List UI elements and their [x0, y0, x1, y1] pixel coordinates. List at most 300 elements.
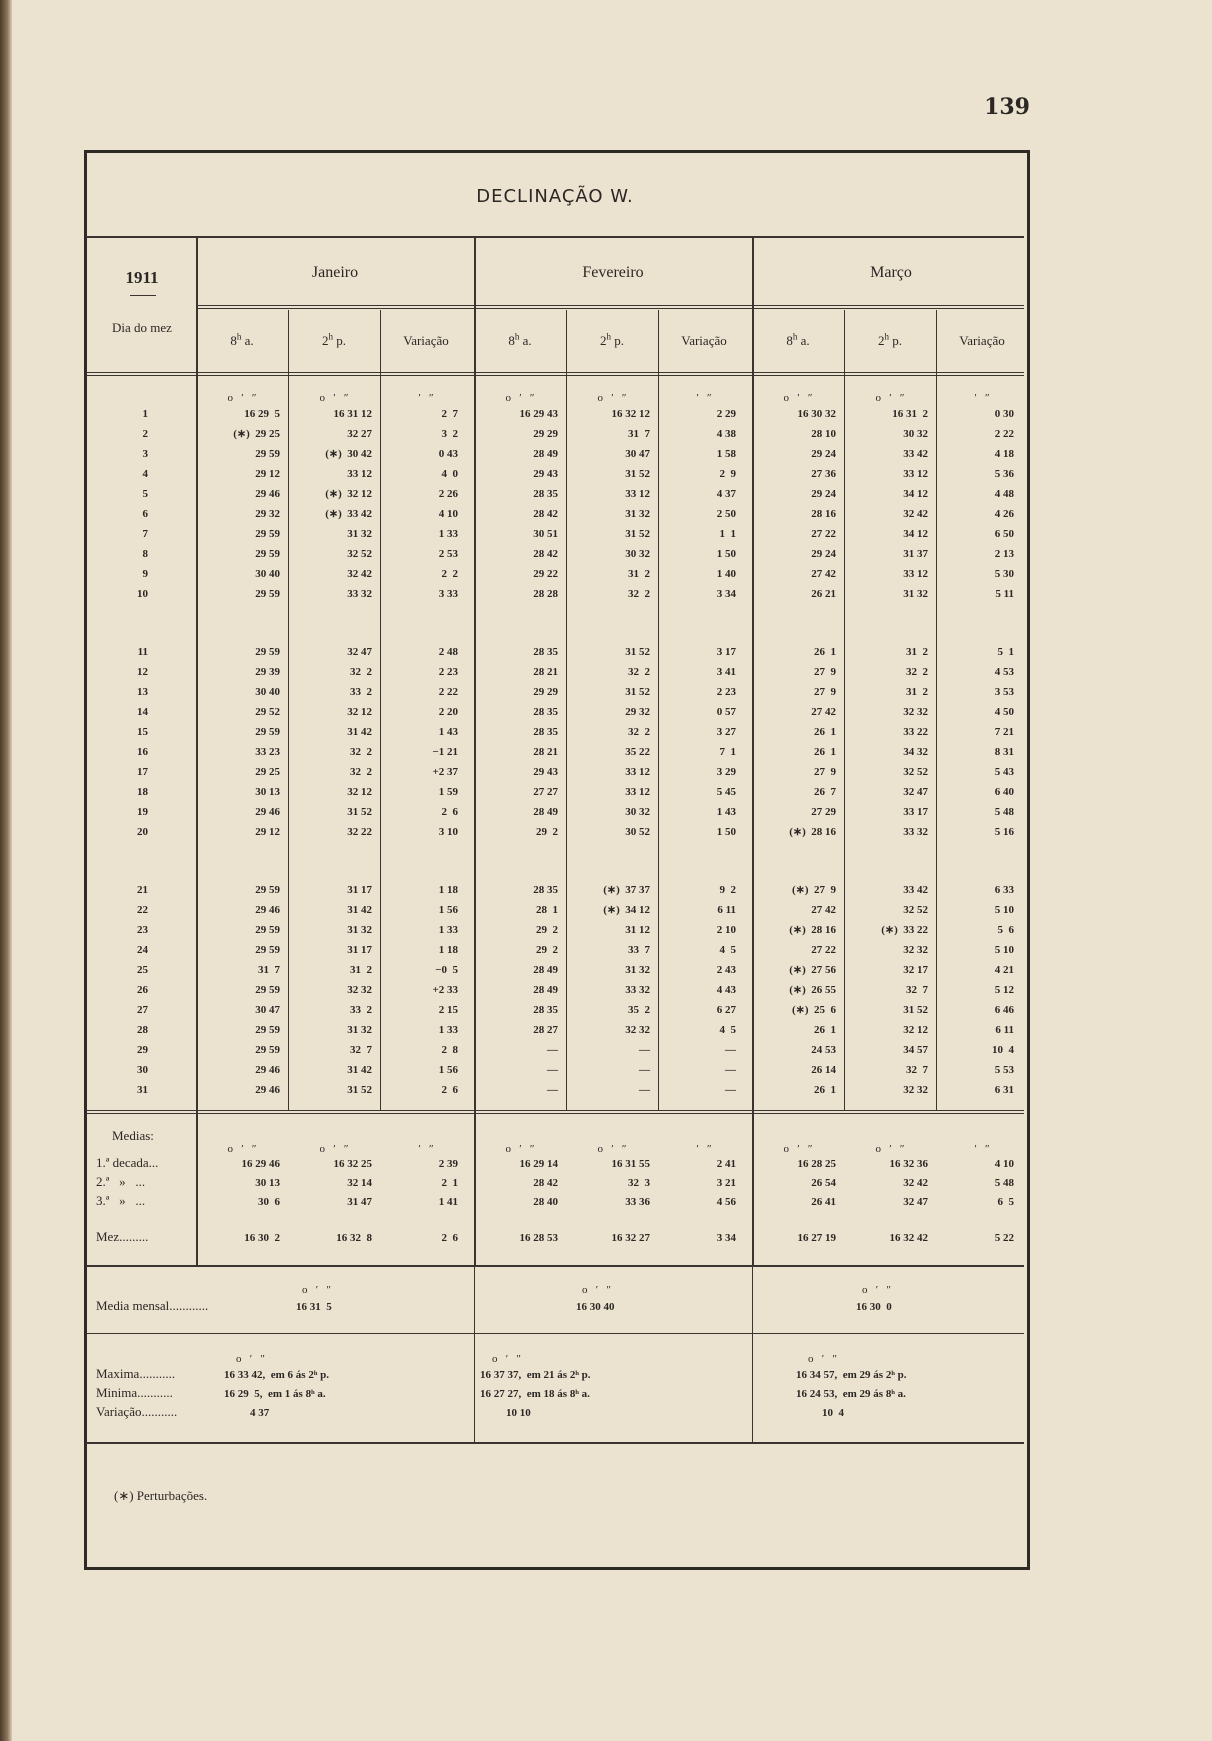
value-2h-p: 30 32 — [625, 806, 650, 818]
value-8h-a: 28 42 — [533, 548, 558, 560]
value-8h-a: 30 13 — [255, 786, 280, 798]
value-8h-a: 29 12 — [255, 468, 280, 480]
extremes-value: 16 27 27, em 18 ás 8ʰ a. — [480, 1388, 590, 1400]
unit-symbols: o ′ ″ — [808, 1353, 837, 1365]
unit-symbols: o ′ ″ — [862, 1284, 891, 1296]
value-variacao: — — [725, 1044, 736, 1056]
unit-symbols: o ′ ″ — [319, 1143, 349, 1155]
mez-value: 16 32 27 — [611, 1232, 650, 1244]
day-number: 27 — [137, 1004, 148, 1016]
value-variacao: 2 6 — [441, 1084, 458, 1096]
value-2h-p: 31 17 — [347, 944, 372, 956]
value-variacao: 3 17 — [716, 646, 736, 658]
medias-value: 32 3 — [628, 1177, 650, 1189]
value-8h-a: 26 7 — [814, 786, 836, 798]
value-8h-a: 16 29 5 — [244, 408, 280, 420]
value-variacao: 2 53 — [438, 548, 458, 560]
day-number: 23 — [137, 924, 148, 936]
value-variacao: 4 53 — [994, 666, 1014, 678]
value-2h-p: 31 52 — [347, 806, 372, 818]
value-variacao: 0 43 — [438, 448, 458, 460]
value-2h-p: 32 2 — [906, 666, 928, 678]
value-variacao: 4 10 — [438, 508, 458, 520]
value-8h-a: 29 46 — [255, 1064, 280, 1076]
unit-symbols: o ′ ″ — [875, 1143, 905, 1155]
value-variacao: 5 10 — [994, 904, 1014, 916]
value-2h-p: 31 32 — [903, 588, 928, 600]
value-8h-a: 28 35 — [533, 646, 558, 658]
unit-symbols: o ′ ″ — [505, 1143, 535, 1155]
extremes-bottom-rule — [86, 1442, 1024, 1444]
value-variacao: 3 2 — [441, 428, 458, 440]
value-8h-a: 29 39 — [255, 666, 280, 678]
medias-row-label: 3.ª » ... — [96, 1193, 146, 1208]
day-number: 12 — [137, 666, 148, 678]
value-8h-a: 26 14 — [811, 1064, 836, 1076]
medias-value: 16 29 14 — [519, 1158, 558, 1170]
value-variacao: 4 43 — [716, 984, 736, 996]
value-2h-p: 32 17 — [903, 964, 928, 976]
year-label: 1911 — [125, 268, 159, 287]
value-variacao: 4 26 — [994, 508, 1014, 520]
value-8h-a: 29 46 — [255, 806, 280, 818]
medias-value: 30 13 — [255, 1177, 280, 1189]
value-8h-a: 26 1 — [814, 646, 836, 658]
value-2h-p: — — [639, 1084, 650, 1096]
value-2h-p: 33 17 — [903, 806, 928, 818]
value-2h-p: 33 32 — [625, 984, 650, 996]
value-8h-a: 26 21 — [811, 588, 836, 600]
value-variacao: 5 1 — [997, 646, 1014, 658]
day-number: 7 — [142, 528, 148, 540]
value-2h-p: 33 12 — [903, 468, 928, 480]
day-number: 19 — [137, 806, 148, 818]
value-8h-a: (∗) 29 25 — [233, 428, 280, 440]
unit-symbols: o ′ ″ — [597, 1143, 627, 1155]
value-8h-a: 29 2 — [536, 826, 558, 838]
value-8h-a: 26 1 — [814, 726, 836, 738]
value-variacao: 3 33 — [438, 588, 458, 600]
value-2h-p: 32 12 — [347, 786, 372, 798]
value-2h-p: 33 7 — [628, 944, 650, 956]
value-8h-a: 27 9 — [814, 666, 836, 678]
value-2h-p: 30 32 — [903, 428, 928, 440]
value-variacao: 4 21 — [994, 964, 1014, 976]
value-variacao: 2 20 — [438, 706, 458, 718]
value-variacao: 5 30 — [994, 568, 1014, 580]
day-number: 16 — [137, 746, 148, 758]
value-2h-p: 31 32 — [347, 1024, 372, 1036]
medias-value: 32 42 — [903, 1177, 928, 1189]
value-variacao: 2 50 — [716, 508, 736, 520]
value-variacao: 3 27 — [716, 726, 736, 738]
value-variacao: 1 56 — [438, 904, 458, 916]
value-variacao: 2 29 — [716, 408, 736, 420]
value-2h-p: 32 47 — [347, 646, 372, 658]
sub-divider-a — [566, 310, 567, 1110]
value-variacao: 2 22 — [438, 686, 458, 698]
value-8h-a: 30 40 — [255, 568, 280, 580]
value-2h-p: 32 32 — [347, 984, 372, 996]
medias-row-label: 1.ª decada... — [96, 1155, 159, 1170]
value-variacao: 1 58 — [716, 448, 736, 460]
day-number: 13 — [137, 686, 148, 698]
value-8h-a: 28 49 — [533, 984, 558, 996]
value-variacao: 2 15 — [438, 1004, 458, 1016]
value-variacao: 4 5 — [719, 944, 736, 956]
value-8h-a: 16 29 43 — [519, 408, 558, 420]
value-8h-a: 29 46 — [255, 904, 280, 916]
day-number: 8 — [142, 548, 148, 560]
value-2h-p: 31 2 — [628, 568, 650, 580]
value-variacao: 1 40 — [716, 568, 736, 580]
day-number: 18 — [137, 786, 148, 798]
value-variacao: 2 22 — [994, 428, 1014, 440]
value-8h-a: 29 59 — [255, 1044, 280, 1056]
day-number: 17 — [137, 766, 148, 778]
day-number: 21 — [137, 884, 148, 896]
value-2h-p: 31 32 — [625, 964, 650, 976]
value-8h-a: 29 59 — [255, 528, 280, 540]
mez-value: 2 6 — [441, 1232, 458, 1244]
value-variacao: 1 18 — [438, 884, 458, 896]
value-2h-p: 31 2 — [906, 646, 928, 658]
value-2h-p: 31 37 — [903, 548, 928, 560]
unit-symbols: ′ ″ — [696, 1143, 712, 1155]
month-header-rule — [198, 305, 1024, 309]
month-header: Março — [870, 264, 912, 281]
value-variacao: — — [725, 1084, 736, 1096]
value-variacao: 1 50 — [716, 548, 736, 560]
medias-row-label: 2.ª » ... — [96, 1174, 146, 1189]
unit-symbols: o ′ ″ — [227, 1143, 257, 1155]
value-variacao: 0 30 — [994, 408, 1014, 420]
unit-symbols: o ′ ″ — [783, 1143, 813, 1155]
value-2h-p: 34 32 — [903, 746, 928, 758]
medias-value: 1 41 — [438, 1196, 458, 1208]
value-2h-p: 32 7 — [350, 1044, 372, 1056]
value-variacao: 3 41 — [716, 666, 736, 678]
value-2h-p: 32 7 — [906, 1064, 928, 1076]
medias-value: 32 14 — [347, 1177, 372, 1189]
media-mensal-value: 16 31 5 — [296, 1301, 332, 1313]
medias-value: 16 31 55 — [611, 1158, 650, 1170]
medias-value: 2 1 — [441, 1177, 458, 1189]
value-variacao: 1 33 — [438, 1024, 458, 1036]
value-8h-a: 28 35 — [533, 706, 558, 718]
value-variacao: — — [725, 1064, 736, 1076]
value-2h-p: 33 32 — [903, 826, 928, 838]
value-8h-a: (∗) 27 56 — [789, 964, 836, 976]
month-header: Janeiro — [311, 264, 359, 281]
day-number: 6 — [142, 508, 148, 520]
unit-symbols: ′ ″ — [974, 392, 990, 404]
value-2h-p: 34 12 — [903, 528, 928, 540]
day-number: 24 — [137, 944, 148, 956]
footnote: (∗) Perturbações. — [114, 1488, 208, 1503]
value-2h-p: 31 32 — [625, 508, 650, 520]
value-2h-p: 32 47 — [903, 786, 928, 798]
extremes-value: 4 37 — [250, 1407, 270, 1419]
value-variacao: 6 50 — [994, 528, 1014, 540]
day-number: 9 — [142, 568, 148, 580]
value-variacao: +2 37 — [432, 766, 458, 778]
value-variacao: 4 0 — [441, 468, 458, 480]
value-8h-a: 29 2 — [536, 924, 558, 936]
value-8h-a: 27 29 — [811, 806, 836, 818]
value-8h-a: 28 49 — [533, 806, 558, 818]
mez-value: 16 28 53 — [519, 1232, 558, 1244]
value-2h-p: 31 32 — [347, 528, 372, 540]
value-8h-a: 28 35 — [533, 1004, 558, 1016]
extremes-value: 16 37 37, em 21 ás 2ʰ p. — [480, 1369, 591, 1381]
value-8h-a: 29 32 — [255, 508, 280, 520]
day-number: 31 — [137, 1084, 148, 1096]
col-header-8h-a: 8$^h$ a. — [230, 331, 254, 348]
value-variacao: 5 53 — [994, 1064, 1014, 1076]
value-2h-p: 33 12 — [625, 766, 650, 778]
mez-value: 3 34 — [716, 1232, 736, 1244]
value-2h-p: 31 52 — [625, 686, 650, 698]
medias-value: 2 41 — [716, 1158, 736, 1170]
value-2h-p: 31 52 — [625, 646, 650, 658]
value-8h-a: 28 42 — [533, 508, 558, 520]
medias-value: 16 32 36 — [889, 1158, 928, 1170]
day-number: 25 — [137, 964, 148, 976]
medias-value: 16 29 46 — [241, 1158, 280, 1170]
value-8h-a: 29 59 — [255, 924, 280, 936]
media-mensal-value: 16 30 0 — [856, 1301, 892, 1313]
value-2h-p: (∗) 33 42 — [325, 508, 372, 520]
value-2h-p: 31 52 — [625, 468, 650, 480]
unit-symbols: ′ ″ — [418, 392, 434, 404]
medias-value: 30 6 — [258, 1196, 280, 1208]
value-8h-a: 28 1 — [536, 904, 558, 916]
medias-bottom-rule — [86, 1265, 1024, 1267]
value-variacao: 4 5 — [719, 1024, 736, 1036]
value-2h-p: 31 7 — [628, 428, 650, 440]
row-header-label: Dia do mez — [112, 320, 172, 335]
value-8h-a: 29 22 — [533, 568, 558, 580]
value-2h-p: 33 42 — [903, 884, 928, 896]
mez-value: 16 32 8 — [336, 1232, 372, 1244]
extremes-value: 16 33 42, em 6 ás 2ʰ p. — [224, 1369, 330, 1381]
value-variacao: −1 21 — [432, 746, 458, 758]
year-underline — [130, 295, 156, 296]
media-mensal-label: Media mensal............ — [96, 1298, 209, 1313]
value-variacao: 2 23 — [716, 686, 736, 698]
extremes-value: 10 4 — [822, 1407, 844, 1419]
value-2h-p: 32 2 — [628, 726, 650, 738]
unit-symbols: o ′ ″ — [236, 1353, 265, 1365]
day-number: 4 — [142, 468, 148, 480]
value-8h-a: 29 59 — [255, 646, 280, 658]
value-8h-a: 29 43 — [533, 766, 558, 778]
value-2h-p: 32 27 — [347, 428, 372, 440]
value-8h-a: 31 7 — [258, 964, 280, 976]
value-8h-a: 28 16 — [811, 508, 836, 520]
value-variacao: 2 8 — [441, 1044, 458, 1056]
value-variacao: 7 21 — [994, 726, 1014, 738]
extremes-label: Minima........... — [96, 1385, 173, 1400]
unit-symbols: o ′ ″ — [319, 392, 349, 404]
value-2h-p: 32 2 — [350, 746, 372, 758]
value-2h-p: 31 52 — [903, 1004, 928, 1016]
value-variacao: 3 10 — [438, 826, 458, 838]
value-8h-a: 29 29 — [533, 428, 558, 440]
value-variacao: 2 7 — [441, 408, 458, 420]
value-variacao: 1 33 — [438, 924, 458, 936]
extremes-value: 16 29 5, em 1 ás 8ʰ a. — [224, 1388, 326, 1400]
mez-value: 16 32 42 — [889, 1232, 928, 1244]
medias-value: 2 39 — [438, 1158, 458, 1170]
extremes-value: 16 34 57, em 29 ás 2ʰ p. — [796, 1369, 907, 1381]
value-8h-a: 29 12 — [255, 826, 280, 838]
value-variacao: 1 59 — [438, 786, 458, 798]
value-variacao: 6 40 — [994, 786, 1014, 798]
value-variacao: 4 38 — [716, 428, 736, 440]
unit-symbols: ′ ″ — [696, 392, 712, 404]
value-variacao: 5 48 — [994, 806, 1014, 818]
value-8h-a: 29 52 — [255, 706, 280, 718]
value-2h-p: 33 12 — [347, 468, 372, 480]
value-2h-p: 32 2 — [628, 666, 650, 678]
value-2h-p: 31 2 — [906, 686, 928, 698]
medias-value: 26 41 — [811, 1196, 836, 1208]
col-header-variacao: Variação — [681, 333, 727, 348]
value-variacao: 4 37 — [716, 488, 736, 500]
value-2h-p: 32 52 — [903, 904, 928, 916]
value-8h-a: 29 59 — [255, 1024, 280, 1036]
day-number: 11 — [137, 646, 148, 658]
value-2h-p: (∗) 33 22 — [881, 924, 928, 936]
value-8h-a: 27 22 — [811, 944, 836, 956]
value-variacao: 1 50 — [716, 826, 736, 838]
unit-symbols: ′ ″ — [974, 1143, 990, 1155]
value-8h-a: 30 40 — [255, 686, 280, 698]
value-variacao: 2 2 — [441, 568, 458, 580]
value-8h-a: 28 27 — [533, 1024, 558, 1036]
value-2h-p: 16 32 12 — [611, 408, 650, 420]
value-2h-p: 32 42 — [903, 508, 928, 520]
value-8h-a: 29 59 — [255, 944, 280, 956]
value-2h-p: (∗) 30 42 — [325, 448, 372, 460]
value-variacao: 1 56 — [438, 1064, 458, 1076]
value-8h-a: 29 24 — [811, 548, 836, 560]
value-8h-a: (∗) 27 9 — [791, 884, 836, 896]
value-2h-p: 35 22 — [625, 746, 650, 758]
month-header: Fevereiro — [582, 264, 644, 281]
value-2h-p: 30 52 — [625, 826, 650, 838]
value-variacao: 1 43 — [438, 726, 458, 738]
value-2h-p: 16 31 2 — [892, 408, 928, 420]
value-8h-a: 27 36 — [811, 468, 836, 480]
value-variacao: 8 31 — [994, 746, 1014, 758]
value-variacao: +2 33 — [432, 984, 458, 996]
value-variacao: 5 6 — [997, 924, 1014, 936]
value-8h-a: — — [547, 1064, 558, 1076]
value-variacao: −0 5 — [435, 964, 458, 976]
value-8h-a: 28 49 — [533, 964, 558, 976]
value-2h-p: 32 52 — [903, 766, 928, 778]
value-8h-a: 24 53 — [811, 1044, 836, 1056]
medias-value: 6 5 — [997, 1196, 1014, 1208]
value-8h-a: 28 10 — [811, 428, 836, 440]
mez-value: 16 27 19 — [797, 1232, 836, 1244]
value-8h-a: 28 35 — [533, 726, 558, 738]
value-variacao: 5 43 — [994, 766, 1014, 778]
sub-divider-b — [380, 310, 381, 1110]
unit-symbols: o ′ ″ — [302, 1284, 331, 1296]
value-2h-p: 31 12 — [625, 924, 650, 936]
value-8h-a: 16 30 32 — [797, 408, 836, 420]
value-variacao: 2 26 — [438, 488, 458, 500]
value-variacao: 4 48 — [994, 488, 1014, 500]
extremes-value: 10 10 — [506, 1407, 531, 1419]
value-8h-a: 27 42 — [811, 706, 836, 718]
medias-value: 4 56 — [716, 1196, 736, 1208]
day-number: 3 — [142, 448, 148, 460]
extremes-label: Variação........... — [96, 1404, 178, 1419]
medias-value: 31 47 — [347, 1196, 372, 1208]
value-variacao: 3 29 — [716, 766, 736, 778]
value-8h-a: 27 27 — [533, 786, 558, 798]
value-8h-a: 29 29 — [533, 686, 558, 698]
mez-value: 16 30 2 — [244, 1232, 280, 1244]
value-2h-p: 29 32 — [625, 706, 650, 718]
book-spine — [0, 0, 12, 1741]
value-2h-p: 33 12 — [625, 488, 650, 500]
value-variacao: 4 50 — [994, 706, 1014, 718]
value-variacao: 6 11 — [717, 904, 736, 916]
value-2h-p: 33 32 — [347, 588, 372, 600]
day-number: 1 — [142, 408, 148, 420]
value-8h-a: 26 1 — [814, 1084, 836, 1096]
value-2h-p: — — [639, 1044, 650, 1056]
value-2h-p: 33 2 — [350, 686, 372, 698]
value-variacao: 6 11 — [995, 1024, 1014, 1036]
day-number: 10 — [137, 588, 148, 600]
sub-divider-a — [844, 310, 845, 1110]
value-variacao: 2 6 — [441, 806, 458, 818]
unit-symbols: o ′ ″ — [597, 392, 627, 404]
header-bottom-rule — [86, 372, 1024, 376]
value-8h-a: 29 2 — [536, 944, 558, 956]
value-variacao: 5 12 — [994, 984, 1014, 996]
medias-label: Medias: — [112, 1128, 154, 1143]
value-8h-a: 28 35 — [533, 884, 558, 896]
extremes-value: 16 24 53, em 29 ás 8ʰ a. — [796, 1388, 906, 1400]
value-2h-p: (∗) 34 12 — [603, 904, 650, 916]
value-2h-p: — — [639, 1064, 650, 1076]
value-variacao: 3 34 — [716, 588, 736, 600]
value-8h-a: 29 59 — [255, 984, 280, 996]
value-8h-a: 26 1 — [814, 1024, 836, 1036]
value-variacao: 5 10 — [994, 944, 1014, 956]
value-2h-p: 31 52 — [625, 528, 650, 540]
medias-value: 32 47 — [903, 1196, 928, 1208]
value-variacao: 6 31 — [994, 1084, 1014, 1096]
value-2h-p: 33 42 — [903, 448, 928, 460]
value-variacao: 2 9 — [719, 468, 736, 480]
value-2h-p: 33 22 — [903, 726, 928, 738]
day-number: 22 — [137, 904, 148, 916]
value-8h-a: 27 9 — [814, 686, 836, 698]
value-8h-a: 28 21 — [533, 666, 558, 678]
value-variacao: 2 13 — [994, 548, 1014, 560]
value-variacao: 6 33 — [994, 884, 1014, 896]
value-2h-p: 33 12 — [903, 568, 928, 580]
